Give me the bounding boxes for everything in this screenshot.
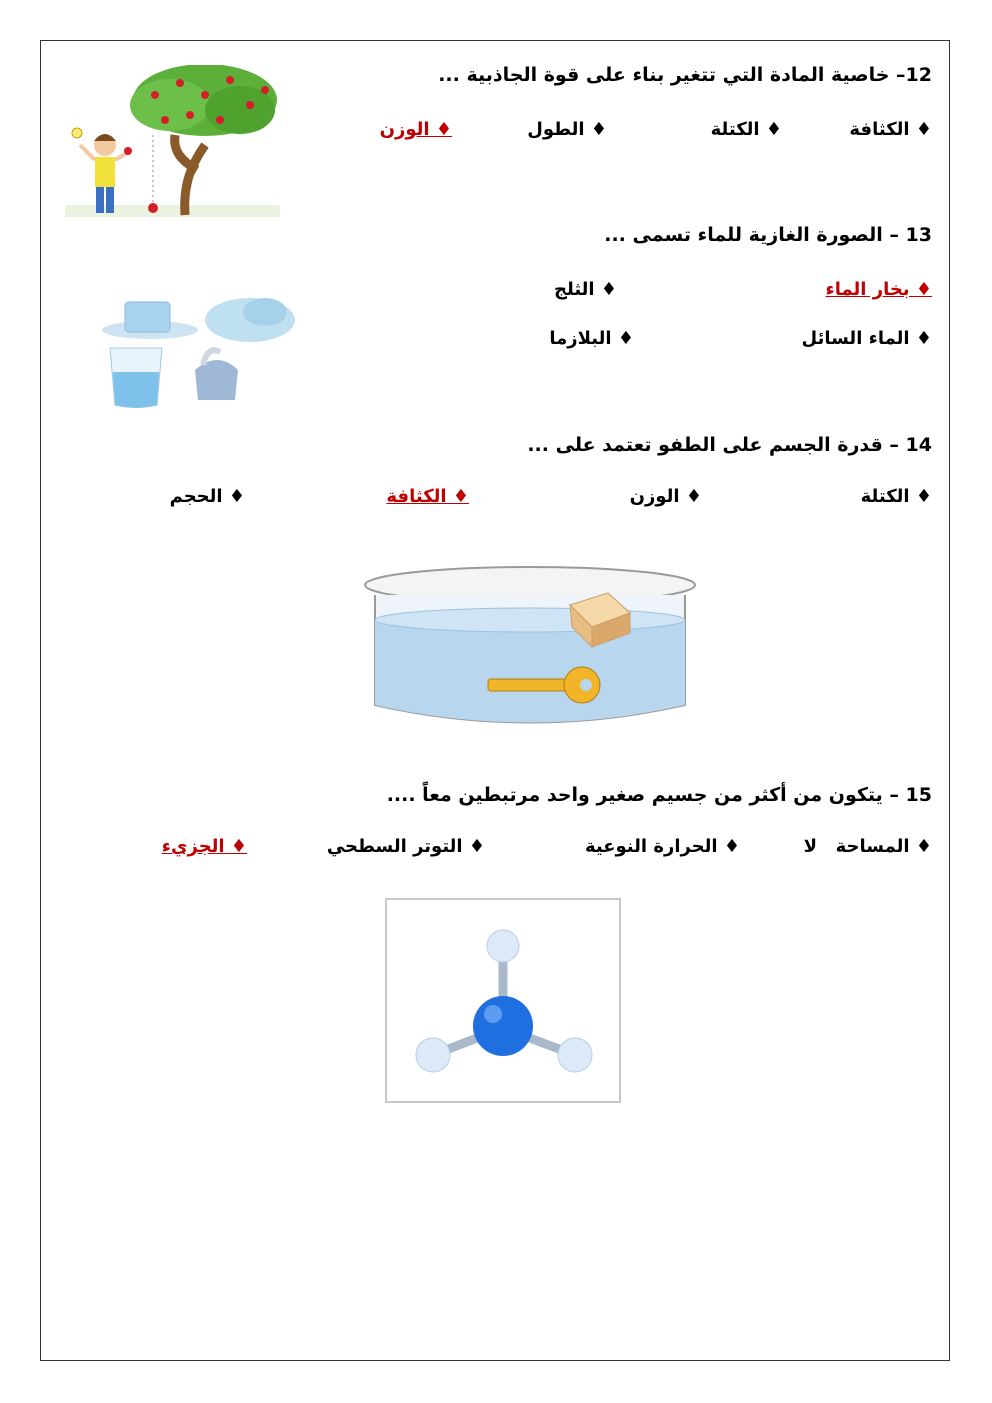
question-14: 14 – قدرة الجسم على الطفو تعتمد على ... xyxy=(527,434,932,456)
q15-option-molecule-answer: ♦ الجزيء xyxy=(161,836,247,857)
question-13: 13 – الصورة الغازية للماء تسمى ... xyxy=(604,224,932,246)
q15-stray-text: لا xyxy=(803,836,817,857)
q14-option-density-answer: ♦ الكثافة xyxy=(386,486,469,507)
q15-option-surface-tension: ♦ التوتر السطحي xyxy=(326,836,485,857)
q13-option-liquid-water: ♦ الماء السائل xyxy=(801,328,932,349)
question-12: 12– خاصية المادة التي تتغير بناء على قوة الجاذبية ... xyxy=(438,64,932,86)
q13-option-ice: ♦ الثلج xyxy=(554,279,617,300)
q15-option-specific-heat: ♦ الحرارة النوعية xyxy=(584,836,740,857)
molecule-model-illustration xyxy=(385,898,623,1105)
q12-option-weight-answer: ♦ الوزن xyxy=(379,119,452,140)
buoyancy-bowl-illustration xyxy=(360,565,700,730)
water-states-illustration xyxy=(100,290,300,415)
q12-option-density: ♦ الكثافة xyxy=(849,119,932,140)
q15-option-area: ♦ المساحة xyxy=(835,836,932,857)
q13-option-plasma: ♦ البلازما xyxy=(549,328,634,349)
q14-option-mass: ♦ الكتلة xyxy=(860,486,932,507)
apple-tree-illustration xyxy=(65,65,285,220)
q12-option-mass: ♦ الكتلة xyxy=(710,119,782,140)
q12-option-length: ♦ الطول xyxy=(527,119,607,140)
question-15: 15 – يتكون من أكثر من جسيم صغير واحد مرتبطين معاً .... xyxy=(386,784,932,806)
q14-option-weight: ♦ الوزن xyxy=(629,486,702,507)
q13-option-water-vapor-answer: ♦ بخار الماء xyxy=(825,279,932,300)
q14-option-volume: ♦ الحجم xyxy=(169,486,245,507)
